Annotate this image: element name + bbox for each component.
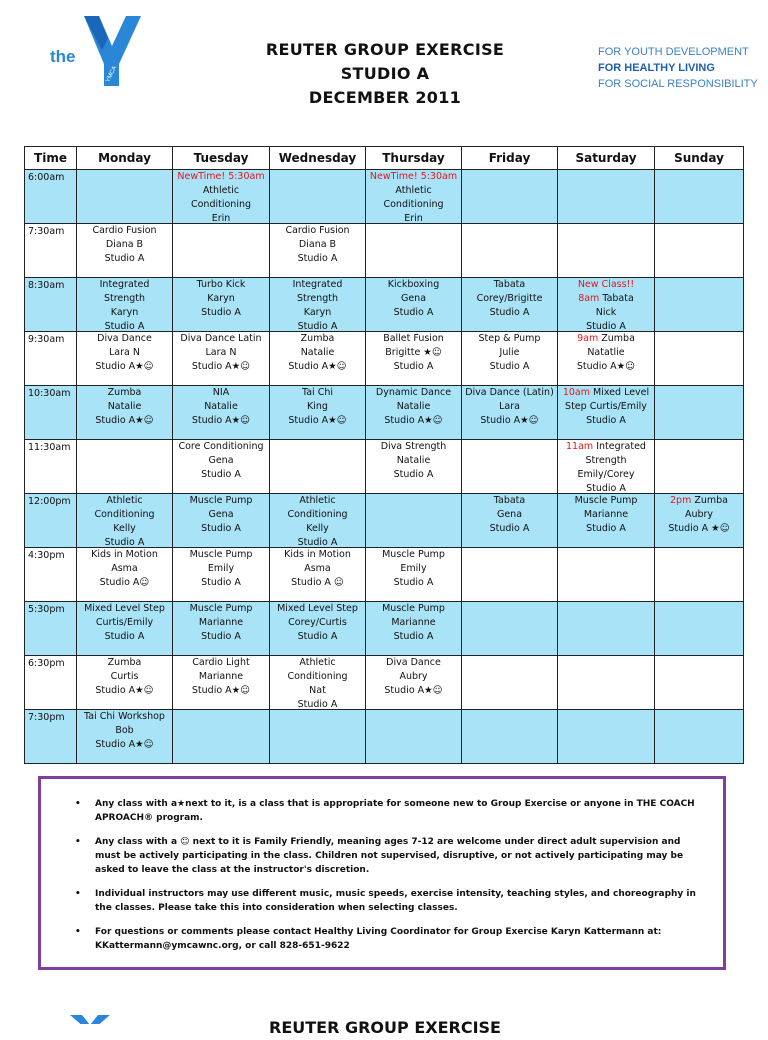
- class-cell: [558, 170, 655, 224]
- class-cell-line: Studio A★☺: [288, 361, 347, 372]
- time-cell: 6:30pm: [25, 656, 77, 710]
- class-cell: [270, 710, 366, 764]
- class-cell-line: Mixed Level Step: [277, 603, 358, 614]
- class-cell-line: 8am Tabata: [578, 293, 634, 304]
- ymca-logo: [44, 16, 144, 86]
- class-cell-line: Lara N: [205, 347, 237, 358]
- title-line: DECEMBER 2011: [308, 88, 462, 107]
- class-cell-line: 9am Zumba: [577, 333, 635, 344]
- page-title: [230, 38, 540, 110]
- class-cell-line: Natalie: [204, 401, 238, 412]
- class-cell-line: 11am Integrated: [566, 441, 646, 452]
- class-cell-line: Conditioning: [383, 199, 444, 210]
- tagline: [598, 44, 758, 92]
- tagline-line: FOR SOCIAL RESPONSIBILITY: [598, 78, 758, 90]
- class-cell-line: Kelly: [306, 523, 329, 534]
- class-cell-line: Studio A: [489, 361, 530, 372]
- logo-the-text: the: [50, 47, 76, 66]
- time-cell: 7:30pm: [25, 710, 77, 764]
- ymca-logo-bottom: [70, 1012, 130, 1024]
- class-cell-line: Studio A★☺: [384, 415, 443, 426]
- class-cell: [558, 548, 655, 602]
- class-cell: [173, 278, 270, 332]
- class-cell: [558, 494, 655, 548]
- time-highlight: 11am: [566, 441, 594, 452]
- class-cell: [366, 548, 462, 602]
- class-cell-line: Nick: [595, 307, 617, 318]
- class-cell: [462, 494, 558, 548]
- schedule-row: [25, 386, 744, 440]
- class-cell-line: Kelly: [113, 523, 136, 534]
- class-cell-line: Studio A★☺: [191, 685, 251, 696]
- class-cell-line: Core Conditioning: [178, 441, 264, 452]
- class-cell-line: Natalie: [300, 347, 335, 358]
- column-header-time: Time: [25, 147, 77, 170]
- class-cell-line: Studio A: [297, 321, 338, 331]
- class-cell-line: Aubry: [684, 509, 714, 520]
- time-cell: 12:00pm: [25, 494, 77, 548]
- schedule-table: [24, 146, 744, 764]
- note-item: • Any class with a ☺ next to it is Family Friendly, meaning ages 7-12 are welcome under direct adult supervision and must be actively participating in the class. Children not supervised, disruptive, or not actively participating may be asked to leave the class at the instructor's discretion.: [75, 837, 684, 875]
- time-highlight: 9am: [577, 333, 599, 344]
- class-cell-line: Studio A: [393, 469, 434, 480]
- class-cell-line: Gena: [208, 455, 234, 466]
- class-cell: [558, 278, 655, 332]
- class-cell-line: Lara: [499, 401, 520, 412]
- class-cell-line: Strength: [585, 455, 627, 466]
- class-cell-line: Karyn: [207, 293, 235, 304]
- class-cell-line: Kids in Motion: [284, 549, 351, 560]
- class-cell: [270, 386, 366, 440]
- class-cell-line: Athletic: [106, 495, 143, 506]
- class-cell-line: Studio A: [104, 537, 145, 547]
- class-cell-line: Natalie: [396, 455, 431, 466]
- class-cell-line: Asma: [304, 563, 331, 574]
- class-cell: [366, 224, 462, 278]
- class-cell-line: Corey/Curtis: [288, 617, 347, 628]
- schedule-row: [25, 548, 744, 602]
- class-cell-line: Tai Chi Workshop: [84, 711, 165, 722]
- class-cell: [270, 440, 366, 494]
- note-item: • Any class with a★next to it, is a class that is appropriate for someone new to Group Exercise or anyone in THE COACH APROACH® program.: [75, 799, 695, 823]
- class-cell: [173, 332, 270, 386]
- class-cell: [173, 548, 270, 602]
- column-header-saturday: Saturday: [558, 147, 655, 170]
- class-cell: [270, 494, 366, 548]
- class-cell-line: Studio A: [201, 577, 241, 588]
- column-header-monday: Monday: [77, 147, 173, 170]
- class-cell-line: Conditioning: [287, 509, 348, 520]
- class-cell: [173, 386, 270, 440]
- class-cell-line: Studio A★☺: [95, 739, 154, 750]
- class-cell: [77, 548, 173, 602]
- class-cell: [558, 602, 655, 656]
- class-cell: [655, 494, 744, 548]
- class-cell: [77, 656, 173, 710]
- class-cell: [173, 440, 270, 494]
- class-cell: [655, 332, 744, 386]
- class-cell-line: Marianne: [583, 509, 629, 520]
- class-cell-line: Studio A: [489, 307, 530, 318]
- class-cell: [462, 656, 558, 710]
- class-cell: [366, 602, 462, 656]
- class-cell: [270, 278, 366, 332]
- class-cell: [655, 278, 744, 332]
- class-cell-line: Studio A: [393, 361, 434, 372]
- schedule-row: [25, 278, 744, 332]
- class-cell-line: Corey/Brigitte: [476, 293, 543, 304]
- class-cell: [558, 224, 655, 278]
- class-cell-line: Conditioning: [190, 199, 252, 210]
- class-cell-line: Kickboxing: [387, 279, 440, 290]
- class-cell-line: Nat: [309, 685, 326, 696]
- time-cell: 8:30am: [25, 278, 77, 332]
- class-cell: [366, 278, 462, 332]
- class-cell-line: Studio A★☺: [384, 685, 443, 696]
- class-cell: [462, 710, 558, 764]
- class-cell-line: Studio A: [104, 631, 145, 642]
- class-cell: [173, 602, 270, 656]
- class-cell-line: Studio A: [104, 321, 145, 331]
- class-cell-line: Zumba: [107, 657, 142, 668]
- class-cell-line: Emily: [400, 563, 427, 574]
- class-cell-line: Dynamic Dance: [375, 387, 452, 398]
- class-cell-line: Diva Dance (Latin): [465, 387, 554, 398]
- class-cell-line: Diva Dance Latin: [180, 333, 262, 344]
- class-cell-line: Studio A: [201, 631, 241, 642]
- class-cell-line: Studio A★☺: [288, 415, 347, 426]
- class-cell-line: Cardio Light: [192, 657, 250, 668]
- class-cell-line: 2pm Zumba: [670, 495, 728, 506]
- class-cell-line: King: [307, 401, 328, 412]
- class-cell: [77, 440, 173, 494]
- class-cell-line: Studio A ☺: [291, 577, 344, 588]
- class-cell-line: Natalie: [396, 401, 431, 412]
- class-cell: [366, 656, 462, 710]
- class-cell-line: Studio A★☺: [191, 415, 251, 426]
- bullet-icon: •: [75, 837, 81, 847]
- note-item: • For questions or comments please contact Healthy Living Coordinator for Group Exercise Karyn Kattermann at: KKattermann@ymcawnc.org, or call 828-651-9622: [75, 927, 662, 951]
- class-cell-line: Muscle Pump: [189, 495, 253, 506]
- class-cell: [173, 224, 270, 278]
- class-cell-line: Studio A: [297, 631, 338, 642]
- class-cell-line: Gena: [208, 509, 234, 520]
- class-cell-line: Zumba: [300, 333, 335, 344]
- class-cell-line: NewTime! 5:30am: [177, 171, 265, 182]
- class-cell-line: Athletic: [202, 185, 240, 196]
- class-cell-line: Tai Chi: [301, 387, 333, 398]
- class-cell: [655, 224, 744, 278]
- class-cell: [462, 278, 558, 332]
- class-cell-line: NIA: [212, 387, 230, 398]
- class-cell-line: Marianne: [198, 617, 244, 628]
- class-cell: [173, 170, 270, 224]
- class-cell: [366, 332, 462, 386]
- class-cell-line: Turbo Kick: [196, 279, 246, 290]
- class-cell-line: Karyn: [110, 307, 139, 318]
- class-cell-line: Athletic: [395, 185, 432, 196]
- class-cell-line: Studio A ★☺: [668, 523, 730, 534]
- class-cell-line: Studio A★☺: [95, 685, 154, 696]
- class-cell-line: Studio A★☺: [95, 361, 154, 372]
- time-cell: 11:30am: [25, 440, 77, 494]
- schedule-row: [25, 656, 744, 710]
- column-header-friday: Friday: [462, 147, 558, 170]
- class-cell: [462, 548, 558, 602]
- class-cell: [366, 170, 462, 224]
- class-cell: [655, 386, 744, 440]
- class-cell: [366, 386, 462, 440]
- class-cell-line: Brigitte ★☺: [385, 347, 442, 358]
- column-header-sunday: Sunday: [655, 147, 744, 170]
- class-cell-line: Studio A: [586, 523, 626, 534]
- class-cell-line: Erin: [211, 213, 231, 223]
- class-cell: [270, 602, 366, 656]
- bullet-icon: •: [75, 799, 81, 809]
- class-cell: [655, 548, 744, 602]
- class-cell-line: Studio A: [297, 537, 338, 547]
- class-cell-line: Studio A: [201, 469, 241, 480]
- class-cell: [655, 656, 744, 710]
- class-cell: [462, 332, 558, 386]
- schedule-row: [25, 440, 744, 494]
- class-cell-line: 10am Mixed Level: [562, 387, 650, 398]
- class-cell-line: Strength: [296, 293, 339, 304]
- class-cell: [77, 332, 173, 386]
- class-cell-line: New Class!!: [577, 279, 635, 290]
- class-cell-line: Studio A: [201, 523, 241, 534]
- class-cell-line: Studio A: [104, 253, 145, 264]
- class-cell-line: Natatlie: [587, 347, 625, 358]
- class-cell-line: Studio A: [393, 631, 434, 642]
- class-cell-line: Ballet Fusion: [383, 333, 444, 344]
- class-cell-line: Julie: [499, 347, 520, 358]
- column-header-thursday: Thursday: [366, 147, 462, 170]
- class-cell-line: Integrated: [99, 279, 150, 290]
- class-cell-line: Karyn: [303, 307, 332, 318]
- time-highlight: 8am: [578, 293, 600, 304]
- bullet-icon: •: [75, 927, 81, 937]
- class-cell: [270, 656, 366, 710]
- class-cell: [655, 602, 744, 656]
- class-cell-line: Muscle Pump: [382, 549, 445, 560]
- class-cell-line: Studio A★☺: [95, 415, 154, 426]
- class-cell: [558, 440, 655, 494]
- class-cell: [77, 170, 173, 224]
- class-cell-line: Zumba: [107, 387, 142, 398]
- class-cell: [270, 548, 366, 602]
- class-cell: [462, 386, 558, 440]
- class-cell: [77, 224, 173, 278]
- class-cell: [558, 656, 655, 710]
- class-cell-line: Conditioning: [287, 671, 348, 682]
- note-item: • Individual instructors may use different music, music speeds, exercise intensity, teaching styles, and choreography in the classes. Please take this into consideration when selecting classes.: [75, 889, 696, 913]
- bullet-icon: •: [75, 889, 81, 899]
- class-cell-line: Athletic: [299, 657, 336, 668]
- class-cell: [655, 710, 744, 764]
- class-cell: [366, 710, 462, 764]
- class-cell: [77, 602, 173, 656]
- schedule-row: [25, 602, 744, 656]
- time-cell: 5:30pm: [25, 602, 77, 656]
- class-cell-line: Gena: [400, 293, 427, 304]
- schedule-row: [25, 332, 744, 386]
- class-cell-line: Tabata: [493, 279, 526, 290]
- class-cell-line: Integrated: [292, 279, 343, 290]
- class-cell-line: Mixed Level Step: [84, 603, 165, 614]
- column-header-tuesday: Tuesday: [173, 147, 270, 170]
- class-cell-line: Studio A: [393, 307, 434, 318]
- class-cell-line: Gena: [496, 509, 523, 520]
- schedule-row: [25, 170, 744, 224]
- class-cell: [173, 494, 270, 548]
- class-cell: [173, 656, 270, 710]
- class-cell-line: Studio A: [297, 699, 338, 709]
- class-cell-line: Muscle Pump: [189, 603, 253, 614]
- class-cell-line: Conditioning: [94, 509, 155, 520]
- class-cell: [462, 602, 558, 656]
- class-cell: [366, 440, 462, 494]
- class-cell-line: Curtis: [110, 671, 139, 682]
- class-cell-line: Kids in Motion: [91, 549, 158, 560]
- class-cell-line: Curtis/Emily: [95, 617, 154, 628]
- class-cell: [77, 494, 173, 548]
- class-cell-line: Diva Dance: [386, 657, 441, 668]
- class-cell: [558, 710, 655, 764]
- time-cell: 7:30am: [25, 224, 77, 278]
- column-header-wednesday: Wednesday: [270, 147, 366, 170]
- class-cell: [173, 710, 270, 764]
- notes-box: [38, 776, 726, 970]
- class-cell-line: Diva Strength: [380, 441, 447, 452]
- logo-ymca-text: YMCA: [105, 65, 119, 84]
- title-line: STUDIO A: [340, 64, 430, 83]
- class-cell-line: Marianne: [198, 671, 244, 682]
- class-cell: [462, 440, 558, 494]
- class-cell-line: Studio A: [586, 321, 626, 331]
- class-cell: [655, 170, 744, 224]
- class-cell-line: Step & Pump: [478, 333, 541, 344]
- class-cell: [558, 386, 655, 440]
- class-cell-line: Studio A★☺: [480, 415, 539, 426]
- class-cell: [270, 170, 366, 224]
- class-cell: [77, 278, 173, 332]
- class-cell-line: Studio A: [201, 307, 241, 318]
- time-cell: 9:30am: [25, 332, 77, 386]
- class-cell-line: Studio A★☺: [191, 361, 251, 372]
- class-cell-line: Studio A: [489, 523, 530, 534]
- time-highlight: 2pm: [670, 495, 692, 506]
- schedule-row: [25, 494, 744, 548]
- class-cell-line: Athletic: [299, 495, 336, 506]
- class-cell-line: Strength: [103, 293, 146, 304]
- time-cell: 10:30am: [25, 386, 77, 440]
- class-cell: [462, 170, 558, 224]
- class-cell-line: Aubry: [399, 671, 428, 682]
- class-cell-line: Erin: [404, 213, 423, 223]
- class-cell-line: Lara N: [109, 347, 140, 358]
- class-cell-line: Diva Dance: [97, 333, 152, 344]
- class-cell-line: Muscle Pump: [382, 603, 445, 614]
- class-cell-line: Bob: [115, 725, 134, 736]
- class-cell: [270, 332, 366, 386]
- class-cell-line: Studio A: [297, 253, 338, 264]
- tagline-line: FOR YOUTH DEVELOPMENT: [598, 46, 749, 58]
- notes-list: [41, 797, 723, 953]
- class-cell-line: Studio A: [586, 483, 626, 493]
- class-cell: [77, 710, 173, 764]
- class-cell-line: Studio A☺: [99, 577, 150, 588]
- class-cell: [366, 494, 462, 548]
- class-cell: [270, 224, 366, 278]
- class-cell-line: Muscle Pump: [189, 549, 253, 560]
- class-cell-line: Studio A★☺: [576, 361, 636, 372]
- class-cell-line: Muscle Pump: [574, 495, 638, 506]
- class-cell-line: Studio A: [393, 577, 434, 588]
- class-cell-line: Diana B: [105, 239, 144, 250]
- class-cell-line: Asma: [111, 563, 138, 574]
- title-line: REUTER GROUP EXERCISE: [265, 40, 505, 59]
- class-cell: [462, 224, 558, 278]
- class-cell: [655, 440, 744, 494]
- class-cell-line: Emily: [207, 563, 235, 574]
- class-cell-line: Tabata: [493, 495, 526, 506]
- time-cell: 4:30pm: [25, 548, 77, 602]
- class-cell-line: Marianne: [391, 617, 436, 628]
- class-cell-line: Cardio Fusion: [92, 225, 157, 236]
- time-highlight: 10am: [562, 387, 590, 398]
- class-cell-line: Studio A: [586, 415, 626, 426]
- class-cell-line: Step Curtis/Emily: [565, 401, 647, 412]
- class-cell-line: Diana B: [298, 239, 337, 250]
- header-row: [25, 147, 744, 170]
- class-cell: [558, 332, 655, 386]
- footer-title: REUTER GROUP EXERCISE: [269, 1018, 501, 1037]
- class-cell-line: Cardio Fusion: [285, 225, 350, 236]
- tagline-line: FOR HEALTHY LIVING: [598, 62, 715, 74]
- class-cell-line: Emily/Corey: [577, 469, 635, 480]
- schedule-row: [25, 224, 744, 278]
- time-cell: 6:00am: [25, 170, 77, 224]
- class-cell: [77, 386, 173, 440]
- class-cell-line: Natalie: [107, 401, 142, 412]
- schedule-row: [25, 710, 744, 764]
- class-cell-line: NewTime! 5:30am: [369, 171, 458, 182]
